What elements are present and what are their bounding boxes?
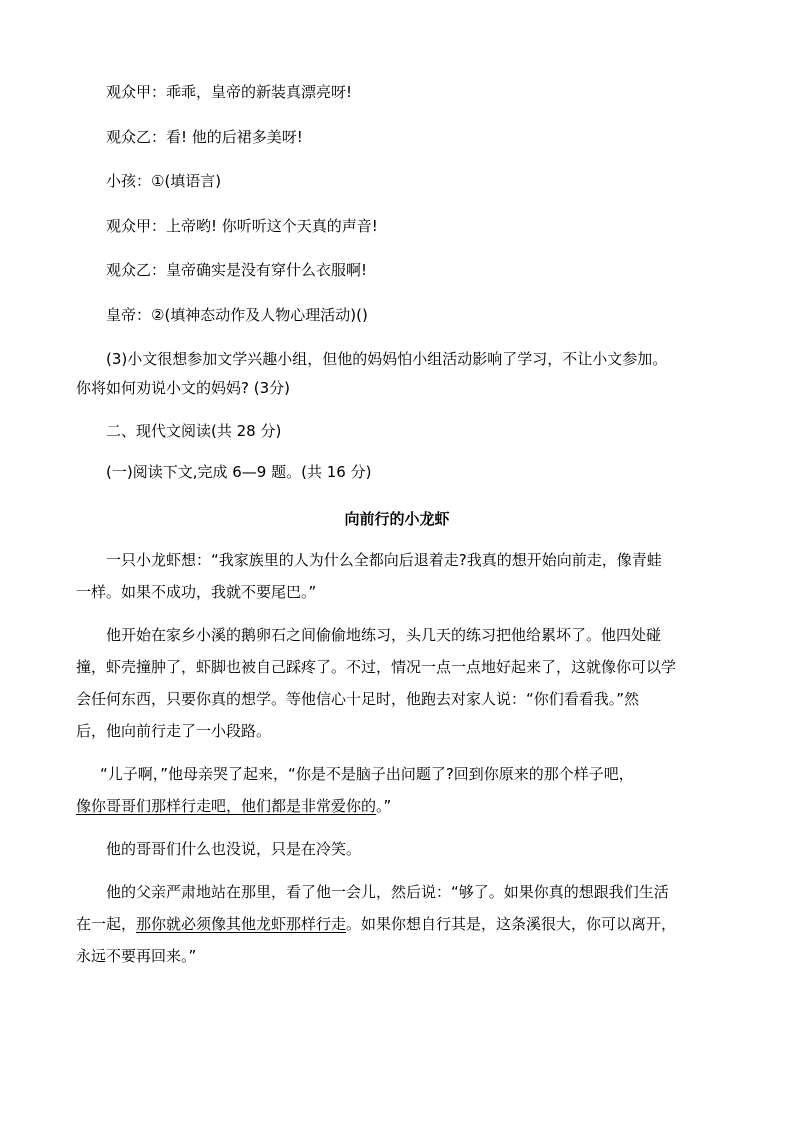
paragraph-3-line-2: [76, 796, 391, 816]
dialogue-line-4: 观众甲：上帝哟! 你听听这个天真的声音!: [106, 217, 378, 235]
section-subheading: (一)阅读下文,完成 6—9 题。(共 16 分): [106, 463, 372, 481]
paragraph-2-line-1: 他开始在家乡小溪的鹅卵石之间偷偷地练习，头几天的练习把他给累坏了。他四处碰: [106, 626, 662, 644]
paragraph-5-head: 在一起，: [76, 915, 137, 933]
paragraph-4: 他的哥哥们什么也没说，只是在冷笑。: [106, 840, 362, 858]
section-heading: 二、现代文阅读(共 28 分): [106, 422, 282, 440]
paragraph-3-line-1: “儿子啊，”他母亲哭了起来，“你是不是脑子出问题了?回到你原来的那个样子吧，: [100, 765, 634, 783]
paragraph-2-line-2: 撞，虾壳撞肿了，虾脚也被自己踩疼了。不过，情况一点一点地好起来了，这就像你可以学: [76, 658, 677, 676]
paragraph-5-line-3: 永远不要再回来。”: [76, 947, 197, 965]
paragraph-2-line-3: 会任何东西，只要你真的想学。等他信心十足时，他跑去对家人说：“你们看看我。”然: [76, 690, 640, 708]
dialogue-line-5: 观众乙：皇帝确实是没有穿什么衣服啊!: [106, 261, 368, 279]
article-title: 向前行的小龙虾: [344, 510, 450, 528]
paragraph-2-line-4: 后，他向前行走了一小段路。: [76, 722, 272, 740]
paragraph-5-line-2: [76, 914, 676, 934]
question-3-line-1: (3)小文很想参加文学兴趣小组，但他的妈妈怕小组活动影响了学习，不让小文参加。: [106, 350, 668, 368]
dialogue-line-1: 观众甲：乖乖，皇帝的新装真漂亮呀!: [106, 83, 353, 101]
paragraph-1-line-1: 一只小龙虾想：“我家族里的人为什么全都向后退着走?我真的想开始向前走，像青蛙: [106, 551, 662, 569]
dialogue-line-2: 观众乙：看! 他的后裙多美呀!: [106, 128, 303, 146]
underlined-phrase-1: 像你哥哥们那样行走吧，他们都是非常爱你的: [76, 797, 377, 815]
paragraph-3-tail: 。”: [376, 797, 392, 815]
paragraph-5-line-1: 他的父亲严肃地站在那里，看了他一会儿，然后说：“够了。如果你真的想跟我们生活: [106, 883, 669, 901]
question-3-line-2: 你将如何劝说小文的妈妈? (3分): [76, 379, 290, 397]
paragraph-5-tail: 。如果你想自行其是，这条溪很大，你可以离开，: [346, 915, 677, 933]
paragraph-1-line-2: 一样。如果不成功，我就不要尾巴。”: [76, 583, 317, 601]
underlined-phrase-2: 那你就必须像其他龙虾那样行走: [136, 915, 347, 933]
dialogue-line-3: 小孩：①(填语言): [106, 172, 222, 190]
dialogue-line-6: 皇帝：②(填神态动作及人物心理活动)(): [106, 306, 368, 324]
